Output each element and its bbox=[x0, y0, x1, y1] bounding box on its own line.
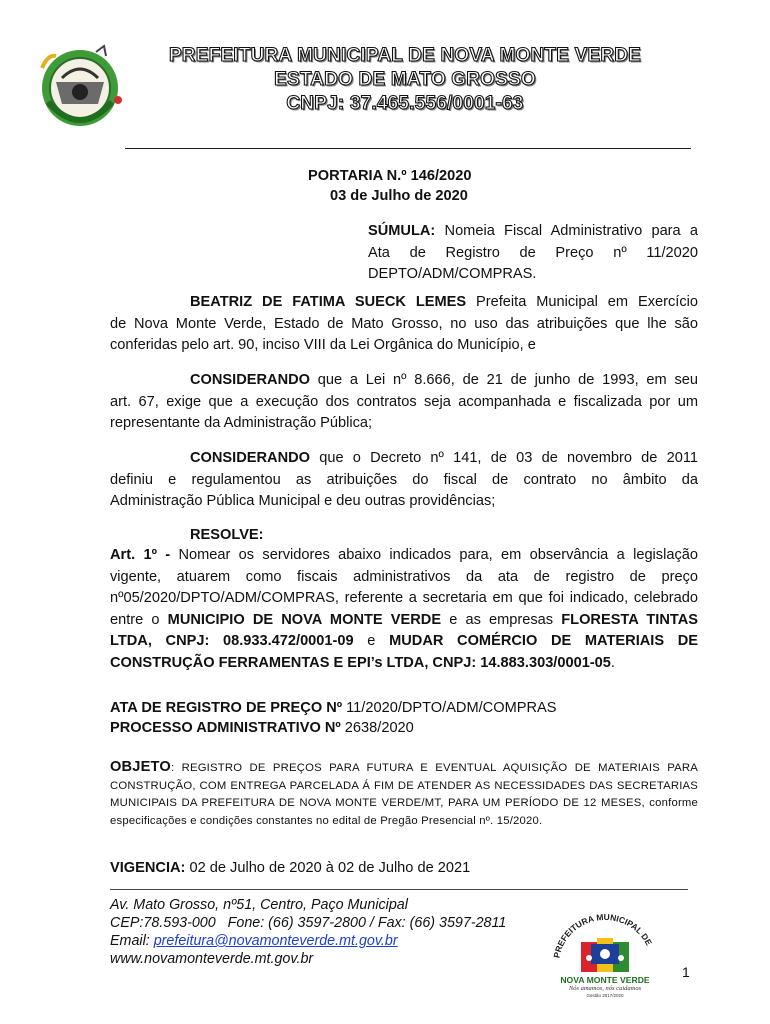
page-number: 1 bbox=[682, 964, 690, 980]
header-line-1: PREFEITURA MUNICIPAL DE NOVA MONTE VERDE bbox=[168, 45, 642, 66]
preamble-line-2: de Nova Monte Verde, Estado de Mato Grosso, no uso das atribuições que lhe são bbox=[110, 315, 698, 332]
vigencia-line bbox=[110, 858, 470, 880]
considerando-1-line-2: art. 67, exige que a execução dos contratos seja acompanhada e fiscalizada por um bbox=[110, 393, 698, 410]
sumula-line-3: DEPTO/ADM/COMPRAS. bbox=[368, 266, 537, 282]
footer-logo-gestao: Gestão 2017/2020 bbox=[586, 993, 624, 998]
considerando-2-line-1: que o Decreto nº 141, de 03 de novembro de 2011 bbox=[310, 450, 698, 466]
objeto-text: : REGISTRO DE PREÇOS PARA FUTURA E EVENTUAL AQUISIÇÃO DE MATERIAIS PARA CONSTRUÇÃO, COM ENTREGA PARCELADA Á FIM DE ATENDER AS NECESSIDADES DAS SECRETARIAS MUNICIPAIS DA PREFEITURA DE NOVA MONTE VERDE/MT, PARA UM PERÍODO DE 12 MESES, conforme especificações e condições constantes no edital de Pregão Presencial nº. 15/2020. bbox=[110, 762, 698, 827]
processo-label: PROCESSO ADMINISTRATIVO Nº bbox=[110, 720, 341, 736]
footer-logo-slogan: Nós amamos, nós cuidamos bbox=[568, 985, 642, 992]
processo-line bbox=[110, 718, 414, 740]
sumula-line-2: Ata de Registro de Preço nº 11/2020 bbox=[368, 244, 698, 261]
ata-label: ATA DE REGISTRO DE PREÇO Nº bbox=[110, 700, 343, 716]
considerando-1-line-1: que a Lei nº 8.666, de 21 de junho de 1993, em seu bbox=[310, 372, 698, 388]
sumula-block bbox=[368, 221, 698, 286]
article-text-4: . bbox=[610, 654, 615, 671]
resolve-label: RESOLVE: bbox=[190, 527, 264, 543]
preamble-line-3: conferidas pelo art. 90, inciso VIII da Lei Orgânica do Município, e bbox=[110, 337, 536, 353]
footer-logo-icon bbox=[545, 908, 665, 978]
objeto-block bbox=[110, 759, 698, 830]
footer-logo bbox=[545, 908, 665, 1000]
municipal-crest-icon bbox=[34, 42, 126, 130]
article-text-2: e as empresas bbox=[441, 611, 562, 628]
considerando-2-line-2: definiu e regulamentou as atribuições do fiscal de contrato no âmbito da bbox=[110, 471, 698, 488]
header-divider bbox=[125, 148, 691, 149]
sumula-line-1: Nomeia Fiscal Administrativo para a bbox=[444, 223, 698, 239]
footer-email-link[interactable]: prefeitura@novamonteverde.mt.gov.br bbox=[153, 933, 398, 949]
header-line-3: CNPJ: 37.465.556/0001-63 bbox=[286, 93, 524, 114]
ata-line bbox=[110, 698, 556, 720]
footer-address: Av. Mato Grosso, nº51, Centro, Paço Municipal bbox=[110, 897, 408, 913]
processo-value: 2638/2020 bbox=[340, 720, 414, 736]
footer-phone: CEP:78.593-000 Fone: (66) 3597-2800 / Fax: (66) 3597-2811 bbox=[110, 915, 507, 931]
considerando-keyword: CONSIDERANDO bbox=[190, 372, 310, 388]
footer-email-label: Email: bbox=[110, 933, 154, 949]
vigencia-value: 02 de Julho de 2020 à 02 de Julho de 2021 bbox=[185, 860, 471, 876]
portaria-date: 03 de Julho de 2020 bbox=[330, 188, 468, 204]
header-line-2: ESTADO DE MATO GROSSO bbox=[274, 69, 536, 90]
footer-logo-name: NOVA MONTE VERDE bbox=[560, 975, 650, 985]
article-label: Art. 1º - bbox=[110, 547, 171, 563]
paragraph-considerando-2 bbox=[110, 448, 698, 513]
article-text-3: e bbox=[353, 633, 390, 649]
footer-website: www.novamonteverde.mt.gov.br bbox=[110, 951, 314, 967]
preamble-line-1: Prefeita Municipal em Exercício bbox=[466, 294, 698, 310]
paragraph-preamble bbox=[110, 292, 698, 357]
article-1 bbox=[110, 545, 698, 674]
footer-divider bbox=[110, 889, 688, 890]
considerando-keyword: CONSIDERANDO bbox=[190, 450, 310, 466]
considerando-1-line-3: representante da Administração Pública; bbox=[110, 415, 373, 431]
paragraph-considerando-1 bbox=[110, 370, 698, 435]
considerando-2-line-3: Administração Pública Municipal e deu outras providências; bbox=[110, 493, 496, 509]
footer-email-line bbox=[110, 932, 398, 951]
sumula-label: SÚMULA: bbox=[368, 223, 436, 239]
municipio-name: MUNICIPIO DE NOVA MONTE VERDE bbox=[167, 611, 442, 628]
vigencia-label: VIGENCIA: bbox=[110, 860, 186, 876]
portaria-number: PORTARIA N.º 146/2020 bbox=[308, 168, 472, 184]
mayor-name: BEATRIZ DE FATIMA SUECK LEMES bbox=[190, 294, 467, 310]
company-1: FLORESTA TINTAS LTDA, CNPJ: 08.933.472/0001-09 bbox=[110, 611, 699, 649]
objeto-label: OBJETO bbox=[110, 759, 171, 775]
company-2: MUDAR COMÉRCIO DE MATERIAIS DE CONSTRUÇÃO FERRAMENTAS E EPI’s LTDA, CNPJ: 14.883.303/0001-05 bbox=[110, 633, 699, 671]
article-text-1: Nomear os servidores abaixo indicados para, em observância a legislação vigente, atuarem como fiscais administrativos da ata de registro de preço nº05/2020/DPTO/ADM/COMPRAS, referente a secretaria em que foi indicado, celebrado entre o bbox=[110, 547, 698, 628]
footer-logo-arc-text: PREFEITURA MUNICIPAL DE bbox=[551, 911, 655, 959]
ata-value: 11/2020/DPTO/ADM/COMPRAS bbox=[342, 700, 557, 716]
